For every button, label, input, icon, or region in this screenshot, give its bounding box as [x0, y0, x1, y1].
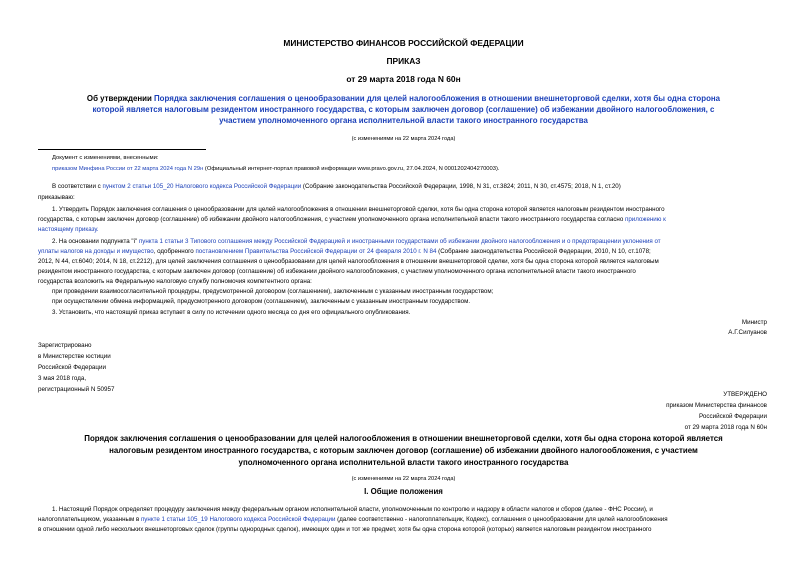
- title-link-line3[interactable]: участием уполномоченного органа исполнительной власти такого иностранного государства: [219, 116, 588, 125]
- general-text-b: (далее соответственно - налогоплательщик, Кодекс), соглашения о ценообразовании для целей налогообложения: [335, 516, 668, 523]
- amendment-link[interactable]: приказом Минфина России от 22 марта 2024 года N 29н: [52, 166, 204, 172]
- registration-line2: в Министерстве юстиции: [38, 353, 111, 360]
- date-number-heading: от 29 марта 2018 года N 60н: [346, 74, 461, 84]
- item2-subitem2: при осуществлении обмена информацией, предусмотренного договором (соглашением), заключенным с указанным иностранным государством.: [52, 298, 471, 305]
- general-line1: 1. Настоящий Порядок определяет процедуру заключения между федеральным органом исполнительной власти, уполномоченным по контролю и надзору в области налогов и сборов (далее - ФНС России), и: [52, 506, 653, 513]
- item1-line1: 1. Утвердить Порядок заключения соглашения о ценообразовании для целей налогообложения в отношении внешнеторговой сделки, хотя бы одна сторона которой является налоговым резидентом иностранного: [52, 206, 665, 213]
- registration-line5: регистрационный N 50957: [38, 386, 115, 393]
- section-heading: I. Общие положения: [364, 487, 443, 496]
- amendments-label: Документ с изменениями, внесенными:: [52, 155, 159, 161]
- treaty-link-cont[interactable]: уплаты налогов на доходы и имущество: [38, 248, 154, 255]
- item2-line5: государства возложить на Федеральную налоговую службу полномочия компетентного органа:: [38, 278, 312, 285]
- ministry-heading: МИНИСТЕРСТВО ФИНАНСОВ РОССИЙСКОЙ ФЕДЕРАЦИИ: [283, 38, 524, 48]
- appendix-link[interactable]: приложению к: [625, 216, 666, 223]
- code-link[interactable]: пункте 1 статьи 105_19 Налогового кодекса Российской Федерации: [140, 516, 336, 523]
- item2-line1: [52, 239, 661, 245]
- approved-line1: УТВЕРЖДЕНО: [723, 391, 767, 398]
- preamble-text-b: (Собрание законодательства Российской Федерации, 1998, N 31, ст.3824; 2011, N 30, ст.4575; 2018, N 1, ст.20): [301, 183, 621, 190]
- general-line3: в отношении одной либо нескольких внешнеторговых сделок (группы однородных сделок), имеющих один и тот же предмет, хотя бы одна сторона которой (которых) является налоговым резидентом иностранного: [38, 526, 652, 533]
- procedure-title-line1: Порядок заключения соглашения о ценообразовании для целей налогообложения в отношении внешнеторговой сделки, хотя бы одна сторона которой является: [84, 434, 723, 443]
- signature-name: А.Г.Силуанов: [728, 329, 767, 336]
- item1-text: государства, с которым заключен договор (соглашение) об избежании двойного налогообложения, с участием уполномоченного органа исполнительной власти такого иностранного государства согласно: [38, 216, 625, 223]
- approved-line3: Российской Федерации: [699, 413, 767, 420]
- general-text-a: налогоплательщиком, указанным в: [38, 516, 141, 523]
- preamble-line2: приказываю:: [38, 194, 75, 201]
- amendment-rest: (Официальный интернет-портал правовой информации www.pravo.gov.ru, 27.04.2024, N 0001202404270003).: [203, 166, 500, 172]
- title-link-line2[interactable]: которой является налоговым резидентом иностранного государства, с которым заключен договор (соглашение) об избежании двойного налогообложения, с: [92, 105, 715, 114]
- registration-line3: Российской Федерации: [38, 364, 106, 371]
- title-link-line1[interactable]: Порядка заключения соглашения о ценообразовании для целей налогообложения в отношении внешнеторговой сделки, хотя бы одна сторона: [154, 94, 721, 103]
- appendix-link-cont[interactable]: настоящему приказу.: [38, 226, 99, 233]
- registration-line4: 3 мая 2018 года,: [38, 375, 87, 382]
- title-prefix: Об утверждении: [86, 94, 155, 103]
- item1-line2: [38, 217, 666, 223]
- divider-line: [38, 149, 206, 150]
- procedure-title-line2: налоговым резидентом иностранного государства, с которым заключен договор (соглашение) об избежании двойного налогообложения, с участием: [109, 446, 698, 455]
- resolution-link[interactable]: постановлением Правительства Российской Федерации от 24 февраля 2010 г. N 84: [195, 248, 437, 255]
- item3: 3. Установить, что настоящий приказ вступает в силу по истечении одного месяца со дня его официального опубликования.: [52, 309, 411, 316]
- approved-line2: приказом Министерства финансов: [666, 402, 767, 409]
- signature-role: Министр: [741, 319, 767, 326]
- item2-subitem1: при проведении взаимосогласительной процедуры, предусмотренной договором (соглашением), заключенным с указанным иностранным государством;: [52, 288, 494, 295]
- document-title-line2: [10, 104, 797, 115]
- item2-line2: [38, 249, 651, 255]
- document-title-line1: [10, 93, 797, 104]
- item1-line3: [38, 227, 99, 233]
- preamble-line1: [52, 184, 621, 190]
- preamble-link[interactable]: пунктом 2 статьи 105_20 Налогового кодекса Российской Федерации: [102, 183, 302, 190]
- amendments-line: [52, 167, 500, 173]
- procedure-title-line3: уполномоченного органа исполнительной власти такого иностранного государства: [238, 458, 569, 467]
- general-line2: [38, 517, 668, 523]
- item2-line3: 2012, N 44, ст.6040; 2014, N 18, ст.2212), для целей заключения соглашения о ценообразовании для целей налогообложения в отношении внешнеторговой сделки, хотя бы одна сторона которой является налоговым: [38, 258, 659, 265]
- item2-text-a: 2. На основании подпункта "i": [52, 238, 139, 245]
- document-title-line3: [10, 115, 797, 126]
- approved-line4: от 29 марта 2018 года N 60н: [684, 424, 767, 431]
- item2-text-c: (Собрание законодательства Российской Федерации, 2010, N 10, ст.1078;: [436, 248, 651, 255]
- preamble-text-a: В соответствии с: [52, 183, 103, 190]
- changes-note: (с изменениями на 22 марта 2024 года): [351, 136, 456, 142]
- treaty-link[interactable]: пункта 1 статьи 3 Типового соглашения между Российской Федерацией и иностранными государствами об избежании двойного налогообложения и о предотвращении уклонения от: [138, 238, 661, 245]
- procedure-changes-note: (с изменениями на 22 марта 2024 года): [351, 476, 456, 482]
- doc-type-heading: ПРИКАЗ: [386, 56, 421, 66]
- registration-line1: Зарегистрировано: [38, 342, 92, 349]
- item2-text-b: , одобренного: [153, 248, 196, 255]
- item2-line4: резидентом иностранного государства, с которым заключен договор (соглашение) об избежании двойного налогообложения, с участием уполномоченного органа исполнительной власти такого иностранного: [38, 268, 636, 275]
